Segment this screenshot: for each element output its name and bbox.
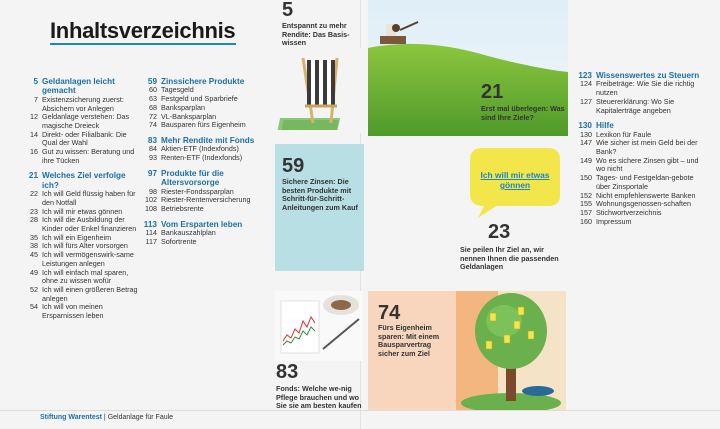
toc-entry[interactable] [143, 121, 268, 130]
teaser-74-text: Fürs Eigenheim sparen: Mit einem Bausparvertrag sicher zum Ziel [378, 323, 440, 358]
teaser-5-text: Entspannt zu mehr Rendite: Das Basis-wissen [282, 21, 350, 48]
toc-entry-text: Ich will einen größeren Betrag anlegen [42, 284, 138, 303]
toc-entry-text: Ich will ein Eigenheim [42, 232, 112, 242]
toc-page-number: 83 [147, 135, 157, 145]
toc-entry[interactable] [16, 96, 138, 113]
teaser-23-number: 23 [488, 221, 511, 243]
teaser-74-box [368, 291, 456, 411]
teaser-59-number: 59 [282, 155, 305, 177]
toc-entry-text: Ich will die Ausbildung der Kinder oder Enkel finanzieren [42, 215, 137, 234]
toc-page-number: 130 [578, 121, 592, 131]
toc-page-number: 52 [30, 284, 38, 294]
toc-entry-text: Impressum [596, 216, 632, 226]
toc-entry-text: Mehr Rendite mit Fonds [161, 135, 255, 145]
toc-page-number: 14 [30, 129, 38, 139]
footer-separator: | [101, 414, 108, 421]
toc-entry-text: Zinssichere Produkte [161, 77, 245, 86]
toc-page-number: 84 [149, 144, 157, 154]
toc-entry[interactable] [16, 131, 138, 148]
toc-page-number: 59 [147, 77, 157, 86]
toc-page-number: 28 [30, 215, 38, 225]
footer-brand: Stiftung Warentest [40, 414, 102, 421]
toc-entry-text: Ich will Geld flüssig haben für den Notfall [42, 189, 136, 207]
teaser-5-number: 5 [282, 0, 294, 21]
toc-entry-text: VL-Banksparplan [161, 111, 217, 121]
toc-entry[interactable] [570, 139, 700, 156]
toc-entry-text: Existenzsicherung zuerst: Absichern vor Anlegen [42, 94, 124, 113]
toc-page-number: 54 [30, 302, 38, 312]
toc-column-2 [143, 77, 268, 246]
toc-entry[interactable] [570, 218, 700, 227]
toc-entry-text: Hilfe [596, 121, 614, 131]
toc-entry-text: Ich will einfach mal sparen, ohne zu wissen wofür [42, 267, 129, 286]
page-footer [40, 414, 173, 421]
teaser-23 [460, 222, 564, 272]
title-underline [50, 43, 236, 45]
teaser-83 [276, 362, 362, 411]
toc-page-number: 5 [33, 77, 38, 86]
toc-entry[interactable] [16, 269, 138, 286]
toc-section-heading[interactable] [16, 77, 138, 96]
toc-entry[interactable] [570, 174, 700, 191]
toc-entry-text: Wo es sichere Zinsen gibt – und wo nicht [596, 155, 699, 174]
footer-title: Geldanlage für Faule [107, 414, 174, 421]
toc-page-number: 127 [580, 96, 592, 106]
toc-column-3 [570, 71, 700, 226]
toc-page-number: 7 [34, 94, 38, 104]
toc-page-number: 45 [30, 250, 38, 260]
toc-page-number: 74 [149, 120, 157, 130]
toc-page-number: 113 [143, 219, 157, 229]
toc-page-number: 12 [30, 112, 38, 122]
page-title: Inhaltsverzeichnis [50, 18, 236, 43]
money-tree-illustration [456, 291, 566, 411]
toc-entry-text: Wohnungsgenossen-schaften [596, 199, 691, 209]
toc-entry-text: Sofortrente [161, 236, 197, 246]
toc-entry-text: Ich will von meinen Ersparnissen leben [42, 302, 104, 321]
toc-page-number: 160 [580, 216, 592, 226]
toc-page-number: 114 [145, 228, 157, 238]
toc-page-number: 147 [580, 138, 592, 148]
toc-entry-text: Aktien-ETF (Indexfonds) [161, 144, 239, 154]
toc-page-number: 108 [145, 203, 157, 213]
toc-entry-text: Renten-ETF (Indexfonds) [161, 153, 243, 163]
toc-entry-text: Ich will mir etwas gönnen [42, 206, 123, 216]
toc-page-number: 97 [147, 168, 157, 178]
speech-bubble-text: Ich will mir etwas gönnen [480, 170, 550, 190]
toc-entry[interactable] [570, 80, 700, 97]
toc-entry[interactable] [16, 113, 138, 130]
toc-entry[interactable] [16, 190, 138, 207]
teaser-74-number: 74 [378, 302, 401, 324]
toc-page-number: 35 [30, 232, 38, 242]
toc-entry-text: Wissenswertes zu Steuern [596, 71, 700, 80]
toc-entry[interactable] [143, 238, 268, 247]
toc-entry[interactable] [570, 157, 700, 174]
toc-entry[interactable] [16, 251, 138, 268]
toc-entry-text: Betriebsrente [161, 203, 204, 213]
toc-entry-text: Tages- und Festgeldan-gebote über Zinsportale [596, 173, 694, 191]
toc-entry-text: Ich will fürs Alter vorsorgen [42, 241, 128, 251]
toc-entry-text: Stichwortverzeichnis [596, 207, 662, 217]
toc-page-number: 68 [149, 102, 157, 112]
toc-entry-text: Produkte für die Altersvorsorge [161, 168, 224, 188]
toc-page-number: 123 [578, 71, 592, 80]
toc-entry-text: Wie sicher ist mein Geld bei der Bank? [596, 138, 698, 157]
teaser-83-text: Fonds: Welche we-nig Pflege brauchen und wo Sie sie am besten kaufen [276, 384, 362, 411]
toc-entry-text: Vom Ersparten leben [161, 219, 243, 229]
toc-entry-text: Lexikon für Faule [596, 129, 652, 139]
teaser-21 [481, 82, 565, 122]
toc-column-1 [16, 77, 138, 321]
toc-page-number: 22 [30, 189, 38, 199]
toc-entry-text: Banksparplan [161, 102, 205, 112]
toc-section-heading[interactable] [16, 171, 138, 190]
toc-page-number: 124 [580, 79, 592, 89]
toc-entry-text: Bankauszahlplan [161, 228, 216, 238]
toc-page-number: 98 [149, 186, 157, 196]
toc-entry-text: Nicht empfehlenswerte Banken [596, 190, 696, 200]
toc-entry-text: Bausparen fürs Eigenheim [161, 120, 246, 130]
toc-entry-text: Freibeträge: Wie Sie die richtig nutzen [596, 79, 695, 98]
notebook-chart-photo [275, 291, 363, 361]
toc-page-number: 60 [149, 85, 157, 95]
teaser-21-text: Erst mal überlegen: Was sind Ihre Ziele? [481, 104, 565, 122]
teaser-59-box [275, 144, 364, 271]
toc-page-number: 152 [580, 190, 592, 200]
teaser-21-number: 21 [481, 81, 504, 103]
toc-page-number: 21 [28, 171, 38, 181]
deckchair-image [275, 48, 368, 133]
teaser-83-number: 83 [276, 361, 299, 383]
toc-page-number: 38 [30, 241, 38, 251]
toc-page-number: 130 [580, 129, 592, 139]
toc-entry-text: Gut zu wissen: Beratung und ihre Tücken [42, 147, 135, 165]
teaser-23-text: Sie peilen Ihr Ziel an, wir nennen Ihnen die passenden Geldanlagen [460, 245, 559, 272]
toc-page-number: 63 [149, 94, 157, 104]
toc-entry[interactable] [16, 216, 138, 233]
toc-entry-text: Steuererklärung: Wo Sie Kapitalerträge angeben [596, 96, 675, 115]
toc-entry[interactable] [16, 148, 138, 165]
toc-page-number: 16 [30, 147, 38, 157]
toc-entry-text: Tagesgeld [161, 85, 194, 95]
toc-entry-text: Geldanlage verstehen: Das magische Dreieck [42, 112, 130, 130]
toc-page-number: 150 [580, 173, 592, 183]
toc-page-number: 117 [145, 236, 157, 246]
toc-entry[interactable] [570, 98, 700, 115]
toc-entry-text: Direkt- oder Filialbank: Die Qual der Wahl [42, 129, 127, 148]
toc-entry-text: Riester-Fondssparplan [161, 186, 234, 196]
toc-entry[interactable] [143, 154, 268, 163]
toc-page-number: 102 [145, 195, 157, 205]
footer-rule [0, 410, 720, 411]
toc-entry-text: Riester-Rentenversicherung [161, 195, 251, 205]
toc-entry[interactable] [143, 205, 268, 214]
toc-entry-text: Welches Ziel verfolge ich? [42, 171, 126, 190]
toc-page-number: 155 [580, 199, 592, 209]
toc-page-number: 23 [30, 206, 38, 216]
teaser-59-text: Sichere Zinsen: Die besten Produkte mit Schritt-für-Schritt-Anleitungen zum Kauf [282, 177, 358, 212]
toc-entry-text: Festgeld und Sparbriefe [161, 94, 238, 104]
toc-entry[interactable] [16, 286, 138, 303]
toc-entry[interactable] [16, 303, 138, 320]
toc-entry-text: Ich will vermögenswirk-same Leistungen anlegen [42, 250, 134, 268]
toc-page-number: 157 [580, 207, 592, 217]
toc-page-number: 93 [149, 153, 157, 163]
toc-page-number: 49 [30, 267, 38, 277]
teaser-5 [282, 0, 364, 48]
toc-page-number: 149 [580, 155, 592, 165]
toc-section-heading[interactable] [143, 169, 268, 188]
toc-page-number: 72 [149, 111, 157, 121]
toc-entry-text: Geldanlagen leicht gemacht [42, 77, 115, 96]
